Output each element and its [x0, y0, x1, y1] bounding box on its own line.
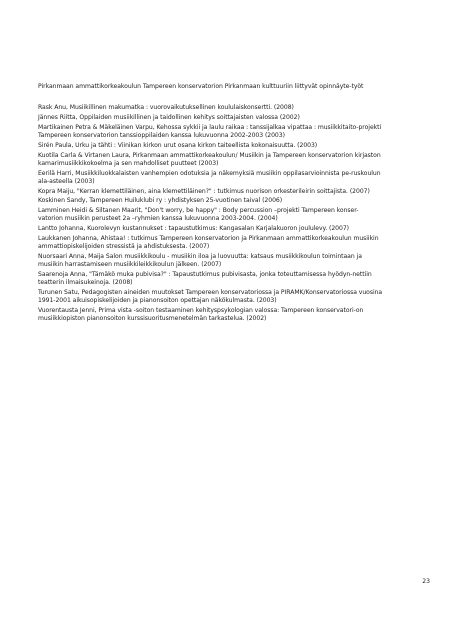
page-number: 23	[422, 578, 430, 585]
list-item: Koskinen Sandy, Tampereen Huiluklubi ry : yhdistyksen 25-vuotinen taival (2006)	[38, 197, 283, 205]
list-item: Turunen Satu, Pedagogisten aineiden muutokset Tampereen konservatoriossa ja PIRAMK/Konservatoriossa vuosina 1991-2001 aikuisopiskelijoiden ja pianonsoiton opettajan näkökulmasta. (2003)	[38, 288, 383, 305]
list-item: Eerilä Harri, Musiikkiluokkalaisten vanhempien odotuksia ja näkemyksiä musiikin oppilasarvioinnista pe-ruskoulun ala-asteella (2003)	[38, 169, 381, 185]
list-item: Sirén Paula, Urku ja tähti : Viinikan kirkon urut osana kirkon taiteellista kokonaisuutta. (2003)	[38, 141, 318, 149]
bibliography-list	[38, 83, 383, 325]
list-item: Vuorentausta Jenni, Prima vista -soiton testaaminen kehityspsykologian valossa: Tampereen konservatori-on musiikkiopiston pianonsoiton kurssisuoritusmenetelmän tarkastelua. (2002)	[38, 306, 364, 323]
list-item: Nuorsaari Anna, Maija Salon musiikkikoulu - musiikin iloa ja luovuutta: katsaus musiikkikoulun toimintaan ja musiikin harrastamiseen musiikkileikkikoulun jälkeen. (2007)	[38, 252, 362, 269]
list-heading: Pirkanmaan ammattikorkeakoulun Tampereen konservatorion Pirkanmaan kulttuuriin liittyvät opinnäyte-työt	[38, 83, 364, 90]
list-item: Saarenoja Anna, "Tämäkö muka pubivisa?" : Tapaustutkimus pubivisasta, jonka toteuttamisessa hyödyn-nettiin teatterin ilmaisukeinoja. (2008)	[38, 270, 372, 287]
list-item: Lamminen Heidi & Siltanen Maarit, "Don't worry, be happy" : Body percussion –projekti Tampereen konser-vatorion musiikin perusteet 2a –ryhmien kanssa lukuvuonna 2003-2004. (2004)	[38, 207, 359, 223]
list-item: Kopra Maiju, "Kerran klemettiläinen, aina klemettiläinen?" : tutkimus nuorison orkesterileirin soittajista. (2007)	[38, 187, 370, 195]
list-item: Kuotila Carla & Virtanen Laura, Pirkanmaan ammattikorkeakoulun/ Musiikin ja Tampereen konservatorion kirjaston kamarimusiikkikokoelma ja sen mahdolliset puutteet (2003)	[38, 151, 381, 167]
list-item: Jännes Riitta, Oppilaiden musiikillinen ja taidollinen kehitys soittajaisten valossa (2002)	[38, 114, 300, 121]
list-item: Laukkanen Johanna, Ahistaa! : tutkimus Tampereen konservatorion ja Pirkanmaan ammattikorkeakoulun musiikin ammattiopiskelijoiden stressistä ja ahdistuksesta. (2007)	[38, 234, 379, 251]
list-item: Lantto Johanna, Kuorolevyn kustannukset : tapaustutkimus: Kangasalan Karjalakuoron joululevy. (2007)	[38, 225, 349, 233]
list-item: Martikainen Petra & Mäkeläinen Varpu, Kehossa sykkii ja laulu raikaa : tanssijalkaa vipattaa : musiikkitaito-projekti Tampereen konservatorion tanssioppilaiden kanssa lukuvuonna 2002-2003 (2003)	[38, 123, 382, 139]
list-item: Rask Anu, Musiikillinen makumatka : vuorovaikutuksellinen koululaiskonsertti. (2008)	[38, 104, 294, 112]
